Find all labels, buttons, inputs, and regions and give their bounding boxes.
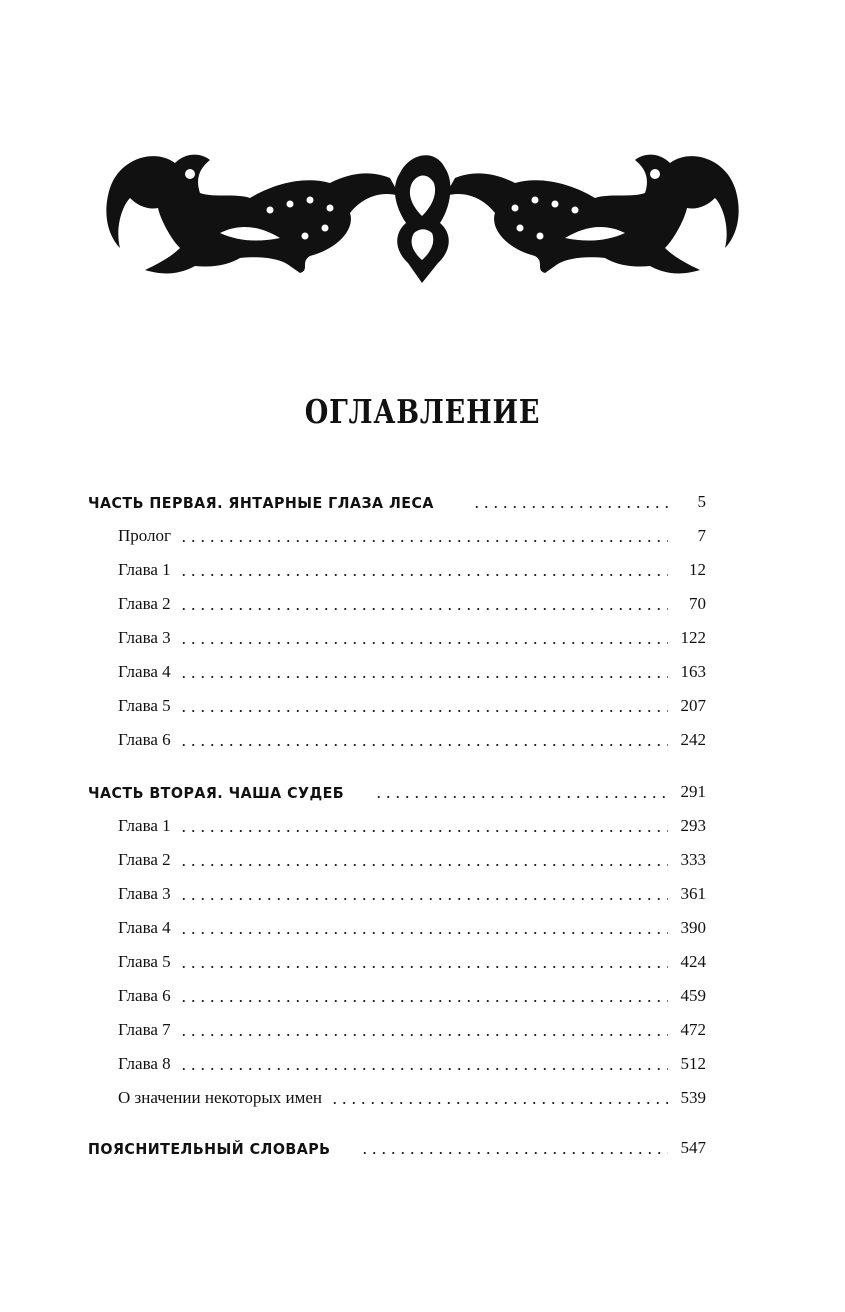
dot-leader: [179, 574, 668, 576]
toc-item-label: Глава 6: [118, 730, 171, 749]
section-gap: [88, 750, 706, 768]
dot-leader: [360, 1152, 668, 1154]
toc-item[interactable]: [88, 580, 706, 614]
toc-item-label: Глава 3: [118, 884, 171, 903]
toc-page-number: 472: [680, 1020, 706, 1039]
toc-item-label: Глава 3: [118, 628, 171, 647]
toc-page-number: 7: [697, 526, 706, 545]
toc-page-number: 333: [680, 850, 706, 869]
toc-page-number: 242: [680, 730, 706, 749]
toc-page-number: 512: [680, 1054, 706, 1073]
toc-page-number: 424: [680, 952, 706, 971]
toc-item[interactable]: [88, 938, 706, 972]
toc-item[interactable]: [88, 614, 706, 648]
dot-leader: [179, 966, 668, 968]
toc-item-label: О значении некоторых имен: [118, 1088, 323, 1107]
toc-item[interactable]: [88, 1074, 706, 1108]
toc-item-label: Пролог: [118, 526, 172, 545]
toc-part-2[interactable]: [88, 768, 706, 802]
toc-item[interactable]: [88, 972, 706, 1006]
toc-page-number: 459: [680, 986, 706, 1005]
toc-item[interactable]: [88, 1040, 706, 1074]
toc-item[interactable]: [88, 870, 706, 904]
dot-leader: [179, 932, 668, 934]
toc-part-glossary[interactable]: [88, 1124, 706, 1158]
dot-leader: [179, 864, 668, 866]
toc-page-number: 390: [680, 918, 706, 937]
toc-item-label: Глава 4: [118, 662, 171, 681]
dot-leader: [374, 796, 668, 798]
dragon-ornament-icon: [100, 138, 745, 288]
toc-item-label: Глава 5: [118, 696, 171, 715]
dot-leader: [179, 710, 668, 712]
toc-item[interactable]: [88, 546, 706, 580]
toc-item-label: Глава 1: [118, 560, 171, 579]
toc-item[interactable]: [88, 1006, 706, 1040]
toc-item-label: Глава 8: [118, 1054, 171, 1073]
toc-page-number: 291: [680, 782, 706, 801]
dot-leader: [179, 830, 668, 832]
toc-page-number: 207: [680, 696, 706, 715]
toc-item[interactable]: [88, 802, 706, 836]
dot-leader: [179, 608, 668, 610]
toc-item-label: Глава 5: [118, 952, 171, 971]
toc-page-number: 163: [680, 662, 706, 681]
dot-leader: [179, 642, 668, 644]
dot-leader: [179, 540, 668, 542]
dot-leader: [179, 744, 668, 746]
toc-item[interactable]: [88, 904, 706, 938]
toc-item[interactable]: [88, 682, 706, 716]
toc-item[interactable]: [88, 512, 706, 546]
toc-item[interactable]: [88, 648, 706, 682]
toc-part-1[interactable]: [88, 478, 706, 512]
toc-part-label: ПОЯСНИТЕЛЬНЫЙ СЛОВАРЬ: [88, 1140, 331, 1158]
toc-item-label: Глава 6: [118, 986, 171, 1005]
page-title: ОГЛАВЛЕНИЕ: [304, 392, 541, 431]
toc-item-label: Глава 7: [118, 1020, 171, 1039]
dot-leader: [179, 1034, 668, 1036]
toc-item-label: Глава 1: [118, 816, 171, 835]
toc-page-number: 5: [697, 492, 706, 511]
dot-leader: [179, 676, 668, 678]
toc-item-label: Глава 4: [118, 918, 171, 937]
dot-leader: [330, 1102, 668, 1104]
dot-leader: [179, 898, 668, 900]
dot-leader: [179, 1000, 668, 1002]
toc-item-label: Глава 2: [118, 594, 171, 613]
toc-part-label: ЧАСТЬ ВТОРАЯ. ЧАША СУДЕБ: [88, 784, 345, 802]
section-gap: [88, 1108, 706, 1124]
toc-page-number: 539: [680, 1088, 706, 1107]
toc-page-number: 12: [689, 560, 706, 579]
toc-page-number: 293: [680, 816, 706, 835]
toc-page-number: 122: [680, 628, 706, 647]
toc-page-number: 70: [689, 594, 706, 613]
toc-item[interactable]: [88, 716, 706, 750]
dot-leader: [472, 506, 668, 508]
toc-page-number: 547: [680, 1138, 706, 1157]
toc-item-label: Глава 2: [118, 850, 171, 869]
toc-part-label: ЧАСТЬ ПЕРВАЯ. ЯНТАРНЫЕ ГЛАЗА ЛЕСА: [88, 494, 434, 512]
dot-leader: [179, 1068, 668, 1070]
toc-page-number: 361: [680, 884, 706, 903]
table-of-contents: [88, 478, 706, 1158]
toc-item[interactable]: [88, 836, 706, 870]
